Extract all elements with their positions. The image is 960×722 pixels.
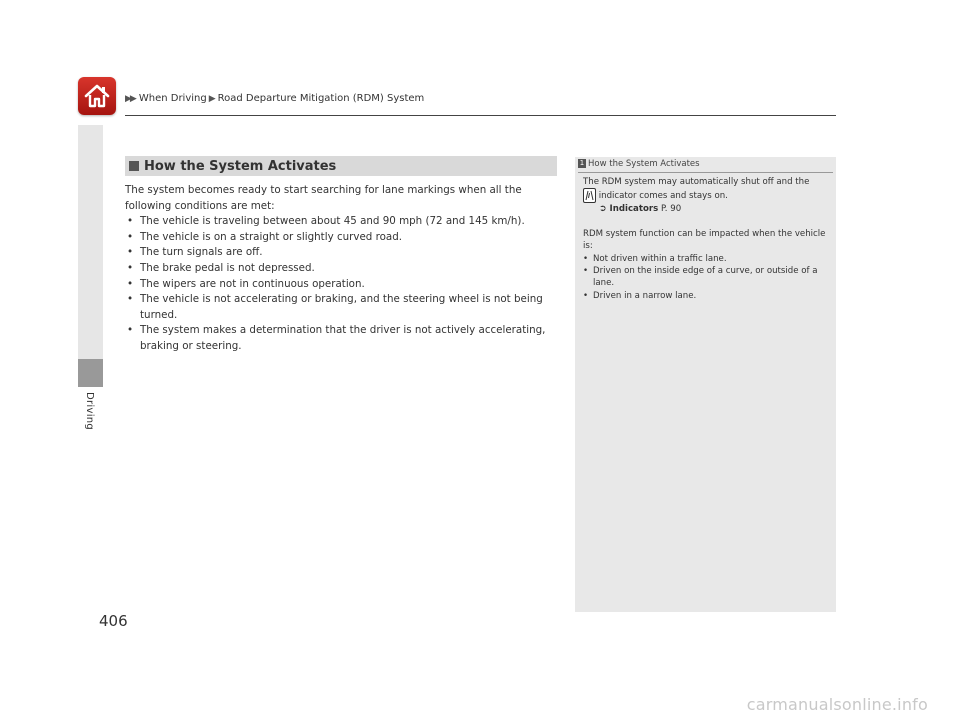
header-divider	[125, 115, 836, 116]
list-item: • The turn signals are off.	[125, 245, 555, 261]
sidebar-para2: RDM system function can be impacted when the vehicle is:	[583, 228, 826, 252]
sidebar-para1-text: The RDM system may automatically shut off and the	[583, 177, 810, 187]
sidebar-para1-text2: indicator comes and stays on.	[598, 191, 728, 202]
reference-page[interactable]: P. 90	[660, 204, 682, 215]
home-icon	[83, 83, 111, 109]
breadcrumb-arrow-icon: ▶	[208, 94, 216, 104]
breadcrumb-level1[interactable]: When Driving	[138, 93, 207, 104]
conditions-list	[125, 214, 555, 354]
section-body	[125, 183, 555, 355]
home-button[interactable]	[78, 77, 116, 115]
square-bullet-icon	[129, 161, 139, 171]
sidebar-heading-text: How the System Activates	[588, 159, 700, 169]
sidebar-divider	[578, 172, 833, 173]
list-item: • Not driven within a traffic lane.	[583, 253, 829, 265]
list-item: • The wipers are not in continuous operation.	[125, 277, 555, 293]
side-tab-background	[78, 125, 103, 359]
section-title: How the System Activates	[144, 158, 337, 174]
side-tab-marker[interactable]	[78, 359, 103, 387]
note-marker: 1	[579, 159, 585, 167]
list-item: • The system makes a determination that the driver is not actively accelerating, braking or steering.	[125, 323, 555, 354]
list-item: • The vehicle is not accelerating or braking, and the steering wheel is not being turned.	[125, 292, 555, 323]
list-item: • Driven in a narrow lane.	[583, 290, 829, 302]
reference-label[interactable]: Indicators	[609, 204, 659, 215]
rdm-indicator-icon	[583, 188, 596, 203]
breadcrumb-arrow-icon: ▶▶	[125, 94, 135, 104]
watermark: carmanualsonline.info	[746, 695, 928, 714]
sidebar-heading	[578, 159, 700, 169]
sidebar-list	[583, 253, 829, 303]
breadcrumb	[125, 93, 424, 104]
reference-arrow-icon: ➲	[599, 204, 607, 215]
sidebar-body	[583, 176, 829, 302]
cross-reference[interactable]	[583, 203, 829, 215]
sidebar-para1	[583, 176, 829, 203]
breadcrumb-level2[interactable]: Road Departure Mitigation (RDM) System	[217, 93, 425, 104]
page-number: 406	[99, 612, 128, 630]
list-item: • The brake pedal is not depressed.	[125, 261, 555, 277]
chapter-label: Driving	[84, 392, 95, 431]
section-heading	[125, 156, 557, 176]
list-item: • Driven on the inside edge of a curve, or outside of a lane.	[583, 265, 829, 290]
list-item: • The vehicle is on a straight or slightly curved road.	[125, 230, 555, 246]
list-item: • The vehicle is traveling between about 45 and 90 mph (72 and 145 km/h).	[125, 214, 555, 230]
intro-text: The system becomes ready to start searching for lane markings when all the following conditions are met:	[125, 184, 522, 212]
